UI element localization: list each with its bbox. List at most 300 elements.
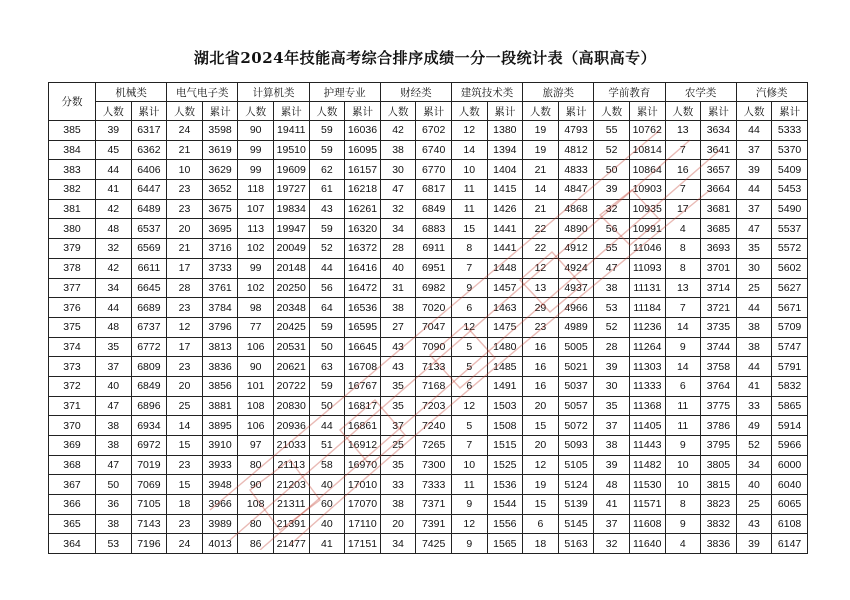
table-row (49, 180, 808, 200)
table-cell: 5627 (772, 278, 808, 298)
score-cell: 384 (49, 140, 96, 160)
table-body (49, 121, 808, 554)
table-cell: 1491 (487, 376, 523, 396)
table-cell: 38 (96, 436, 132, 456)
table-cell: 20 (167, 376, 203, 396)
category-header: 机械类 (96, 83, 167, 102)
table-cell: 5832 (772, 376, 808, 396)
table-cell: 1485 (487, 357, 523, 377)
table-cell: 11443 (629, 436, 665, 456)
table-cell: 11608 (629, 514, 665, 534)
table-cell: 19510 (273, 140, 309, 160)
table-cell: 59 (309, 219, 345, 239)
table-cell: 107 (238, 199, 274, 219)
count-subheader: 人数 (736, 102, 772, 121)
table-cell: 80 (238, 514, 274, 534)
table-cell: 16861 (345, 416, 381, 436)
table-cell: 47 (96, 455, 132, 475)
table-cell: 23 (167, 455, 203, 475)
table-cell: 52 (594, 140, 630, 160)
table-cell: 37 (594, 416, 630, 436)
table-row (49, 121, 808, 141)
table-cell: 98 (238, 298, 274, 318)
cumulative-subheader: 累计 (558, 102, 594, 121)
cumulative-subheader: 累计 (772, 102, 808, 121)
table-cell: 44 (736, 121, 772, 141)
table-cell: 6447 (131, 180, 167, 200)
table-cell: 43 (380, 337, 416, 357)
table-cell: 11 (665, 416, 701, 436)
table-cell: 3881 (202, 396, 238, 416)
table-cell: 21 (167, 140, 203, 160)
table-cell: 29 (523, 298, 559, 318)
table-cell: 7 (665, 180, 701, 200)
score-cell: 367 (49, 475, 96, 495)
table-cell: 5 (451, 337, 487, 357)
table-cell: 7168 (416, 376, 452, 396)
table-cell: 41 (96, 180, 132, 200)
table-cell: 44 (96, 160, 132, 180)
score-table (48, 82, 808, 554)
table-cell: 38 (380, 495, 416, 515)
table-cell: 37 (380, 416, 416, 436)
score-cell: 365 (49, 514, 96, 534)
score-cell: 381 (49, 199, 96, 219)
table-cell: 113 (238, 219, 274, 239)
table-cell: 7300 (416, 455, 452, 475)
table-cell: 14 (451, 140, 487, 160)
table-cell: 50 (96, 475, 132, 495)
category-header: 护理专业 (309, 83, 380, 102)
table-cell: 48 (96, 317, 132, 337)
table-cell: 7 (665, 140, 701, 160)
table-cell: 3634 (701, 121, 737, 141)
table-cell: 5572 (772, 239, 808, 259)
table-cell: 13 (665, 121, 701, 141)
score-header: 分数 (49, 83, 96, 121)
table-cell: 16645 (345, 337, 381, 357)
count-subheader: 人数 (167, 102, 203, 121)
table-cell: 4847 (558, 180, 594, 200)
table-cell: 14 (167, 416, 203, 436)
table-cell: 7105 (131, 495, 167, 515)
score-cell: 373 (49, 357, 96, 377)
table-cell: 35 (380, 396, 416, 416)
table-cell: 99 (238, 160, 274, 180)
table-cell: 20 (523, 396, 559, 416)
subheader-row (49, 102, 808, 121)
table-cell: 12 (451, 514, 487, 534)
table-cell: 11405 (629, 416, 665, 436)
table-cell: 1441 (487, 239, 523, 259)
table-cell: 101 (238, 376, 274, 396)
table-cell: 7196 (131, 534, 167, 554)
table-row (49, 140, 808, 160)
table-cell: 7425 (416, 534, 452, 554)
table-cell: 43 (380, 357, 416, 377)
table-cell: 5409 (772, 160, 808, 180)
score-cell: 379 (49, 239, 96, 259)
table-cell: 19727 (273, 180, 309, 200)
table-cell: 6 (665, 376, 701, 396)
table-cell: 6406 (131, 160, 167, 180)
table-row (49, 317, 808, 337)
table-cell: 3784 (202, 298, 238, 318)
table-cell: 21391 (273, 514, 309, 534)
table-cell: 47 (96, 396, 132, 416)
table-cell: 21 (523, 199, 559, 219)
table-cell: 6362 (131, 140, 167, 160)
cumulative-subheader: 累计 (701, 102, 737, 121)
cumulative-subheader: 累计 (131, 102, 167, 121)
table-cell: 25 (736, 495, 772, 515)
table-cell: 35 (380, 455, 416, 475)
table-cell: 7019 (131, 455, 167, 475)
table-row (49, 160, 808, 180)
table-cell: 5093 (558, 436, 594, 456)
table-cell: 3629 (202, 160, 238, 180)
table-cell: 7240 (416, 416, 452, 436)
table-cell: 17 (167, 337, 203, 357)
table-cell: 25 (167, 396, 203, 416)
table-cell: 7047 (416, 317, 452, 337)
table-row (49, 455, 808, 475)
table-cell: 11 (451, 199, 487, 219)
category-header: 电气电子类 (167, 83, 238, 102)
table-row (49, 337, 808, 357)
table-cell: 5145 (558, 514, 594, 534)
table-cell: 20936 (273, 416, 309, 436)
table-cell: 1404 (487, 160, 523, 180)
table-cell: 13 (665, 278, 701, 298)
table-cell: 6537 (131, 219, 167, 239)
page-title: 湖北省2024年技能高考综合排序成绩一分一段统计表（高职高专） (193, 49, 657, 67)
table-cell: 47 (594, 258, 630, 278)
table-cell: 3744 (701, 337, 737, 357)
category-header: 财经类 (380, 83, 451, 102)
table-cell: 21 (167, 239, 203, 259)
score-cell: 385 (49, 121, 96, 141)
table-cell: 3652 (202, 180, 238, 200)
table-cell: 35 (594, 396, 630, 416)
table-cell: 3695 (202, 219, 238, 239)
cumulative-subheader: 累计 (273, 102, 309, 121)
table-cell: 1544 (487, 495, 523, 515)
table-cell: 106 (238, 337, 274, 357)
table-cell: 23 (167, 180, 203, 200)
table-cell: 39 (594, 180, 630, 200)
table-cell: 16261 (345, 199, 381, 219)
table-cell: 16708 (345, 357, 381, 377)
table-cell: 1556 (487, 514, 523, 534)
table-cell: 106 (238, 416, 274, 436)
table-cell: 3795 (701, 436, 737, 456)
table-cell: 18 (167, 495, 203, 515)
table-cell: 47 (736, 219, 772, 239)
table-cell: 9 (451, 278, 487, 298)
table-cell: 9 (665, 337, 701, 357)
table-cell: 14 (665, 357, 701, 377)
table-cell: 11 (451, 475, 487, 495)
table-cell: 11 (665, 396, 701, 416)
score-cell: 378 (49, 258, 96, 278)
table-cell: 8 (665, 258, 701, 278)
table-cell: 38 (96, 416, 132, 436)
table-cell: 50 (309, 337, 345, 357)
table-cell: 9 (451, 495, 487, 515)
score-cell: 377 (49, 278, 96, 298)
table-cell: 17070 (345, 495, 381, 515)
table-cell: 17151 (345, 534, 381, 554)
table-cell: 3813 (202, 337, 238, 357)
table-cell: 16767 (345, 376, 381, 396)
table-cell: 4890 (558, 219, 594, 239)
table-cell: 15 (523, 495, 559, 515)
table-cell: 5914 (772, 416, 808, 436)
table-cell: 6972 (131, 436, 167, 456)
table-row (49, 298, 808, 318)
table-cell: 59 (309, 376, 345, 396)
table-cell: 1426 (487, 199, 523, 219)
table-cell: 5021 (558, 357, 594, 377)
table-cell: 32 (594, 199, 630, 219)
table-cell: 4833 (558, 160, 594, 180)
table-cell: 1503 (487, 396, 523, 416)
table-cell: 50 (594, 160, 630, 180)
table-cell: 5791 (772, 357, 808, 377)
score-cell: 370 (49, 416, 96, 436)
table-cell: 6702 (416, 121, 452, 141)
table-cell: 6 (451, 298, 487, 318)
table-cell: 1525 (487, 455, 523, 475)
table-cell: 12 (523, 258, 559, 278)
table-cell: 51 (309, 436, 345, 456)
table-cell: 30 (380, 160, 416, 180)
table-cell: 38 (96, 514, 132, 534)
table-cell: 22 (523, 239, 559, 259)
table-cell: 40 (96, 376, 132, 396)
table-cell: 50 (309, 396, 345, 416)
table-cell: 42 (96, 199, 132, 219)
table-cell: 3641 (701, 140, 737, 160)
table-cell: 6147 (772, 534, 808, 554)
count-subheader: 人数 (96, 102, 132, 121)
table-cell: 6489 (131, 199, 167, 219)
table-cell: 15 (523, 416, 559, 436)
table-cell: 5966 (772, 436, 808, 456)
table-cell: 64 (309, 298, 345, 318)
table-cell: 17010 (345, 475, 381, 495)
table-cell: 99 (238, 140, 274, 160)
table-cell: 59 (309, 121, 345, 141)
table-row (49, 534, 808, 554)
table-cell: 10 (451, 455, 487, 475)
table-cell: 52 (736, 436, 772, 456)
table-cell: 4912 (558, 239, 594, 259)
table-cell: 38 (380, 140, 416, 160)
table-cell: 52 (309, 239, 345, 259)
table-cell: 34 (380, 534, 416, 554)
count-subheader: 人数 (451, 102, 487, 121)
table-cell: 118 (238, 180, 274, 200)
table-cell: 11 (451, 180, 487, 200)
table-cell: 20722 (273, 376, 309, 396)
table-cell: 11368 (629, 396, 665, 416)
table-cell: 1536 (487, 475, 523, 495)
table-cell: 10 (665, 475, 701, 495)
table-cell: 4 (665, 219, 701, 239)
table-cell: 5602 (772, 258, 808, 278)
table-cell: 34 (736, 455, 772, 475)
category-header: 学前教育 (594, 83, 665, 102)
table-cell: 48 (96, 219, 132, 239)
table-cell: 56 (309, 278, 345, 298)
table-cell: 3657 (701, 160, 737, 180)
table-cell: 5124 (558, 475, 594, 495)
table-cell: 3764 (701, 376, 737, 396)
table-cell: 11184 (629, 298, 665, 318)
table-cell: 3721 (701, 298, 737, 318)
table-cell: 40 (380, 258, 416, 278)
table-cell: 13 (523, 278, 559, 298)
score-cell: 364 (49, 534, 96, 554)
table-cell: 37 (96, 357, 132, 377)
table-cell: 30 (594, 376, 630, 396)
table-cell: 3832 (701, 514, 737, 534)
table-row (49, 239, 808, 259)
table-cell: 35 (736, 239, 772, 259)
table-cell: 14 (523, 180, 559, 200)
table-cell: 3948 (202, 475, 238, 495)
table-cell: 6849 (416, 199, 452, 219)
table-cell: 40 (736, 475, 772, 495)
table-cell: 41 (309, 534, 345, 554)
table-cell: 33 (380, 475, 416, 495)
table-cell: 20830 (273, 396, 309, 416)
table-cell: 4937 (558, 278, 594, 298)
table-cell: 3933 (202, 455, 238, 475)
table-cell: 19 (523, 140, 559, 160)
count-subheader: 人数 (238, 102, 274, 121)
table-row (49, 376, 808, 396)
table-cell: 16416 (345, 258, 381, 278)
table-cell: 16095 (345, 140, 381, 160)
table-cell: 6689 (131, 298, 167, 318)
table-cell: 6911 (416, 239, 452, 259)
table-cell: 6569 (131, 239, 167, 259)
table-cell: 11131 (629, 278, 665, 298)
category-header: 农学类 (665, 83, 736, 102)
table-cell: 39 (594, 357, 630, 377)
cumulative-subheader: 累计 (345, 102, 381, 121)
table-cell: 22 (523, 219, 559, 239)
score-cell: 369 (49, 436, 96, 456)
table-cell: 47 (380, 180, 416, 200)
table-cell: 4989 (558, 317, 594, 337)
score-cell: 366 (49, 495, 96, 515)
table-cell: 1415 (487, 180, 523, 200)
table-cell: 7069 (131, 475, 167, 495)
table-cell: 12 (523, 455, 559, 475)
table-cell: 11264 (629, 337, 665, 357)
table-cell: 7090 (416, 337, 452, 357)
count-subheader: 人数 (309, 102, 345, 121)
table-cell: 4924 (558, 258, 594, 278)
table-cell: 5163 (558, 534, 594, 554)
table-cell: 3856 (202, 376, 238, 396)
table-cell: 10 (167, 160, 203, 180)
table-cell: 4013 (202, 534, 238, 554)
table-cell: 45 (96, 140, 132, 160)
table-cell: 5709 (772, 317, 808, 337)
table-cell: 5370 (772, 140, 808, 160)
table-cell: 21477 (273, 534, 309, 554)
table-cell: 25 (380, 436, 416, 456)
table-cell: 3685 (701, 219, 737, 239)
table-cell: 1394 (487, 140, 523, 160)
table-cell: 97 (238, 436, 274, 456)
table-cell: 42 (380, 121, 416, 141)
table-cell: 99 (238, 258, 274, 278)
table-cell: 9 (665, 436, 701, 456)
cumulative-subheader: 累计 (487, 102, 523, 121)
table-cell: 19411 (273, 121, 309, 141)
table-cell: 61 (309, 180, 345, 200)
table-cell: 39 (96, 121, 132, 141)
table-cell: 1457 (487, 278, 523, 298)
table-cell: 7371 (416, 495, 452, 515)
table-cell: 16912 (345, 436, 381, 456)
table-cell: 86 (238, 534, 274, 554)
score-cell: 374 (49, 337, 96, 357)
table-cell: 6611 (131, 258, 167, 278)
table-cell: 19 (523, 475, 559, 495)
table-cell: 7 (451, 258, 487, 278)
score-cell: 371 (49, 396, 96, 416)
score-cell: 382 (49, 180, 96, 200)
table-cell: 43 (309, 199, 345, 219)
table-cell: 55 (594, 121, 630, 141)
table-cell: 16970 (345, 455, 381, 475)
table-cell: 17110 (345, 514, 381, 534)
table-cell: 20 (523, 436, 559, 456)
table-cell: 37 (594, 514, 630, 534)
table-cell: 17 (665, 199, 701, 219)
table-cell: 20425 (273, 317, 309, 337)
table-cell: 38 (736, 337, 772, 357)
count-subheader: 人数 (594, 102, 630, 121)
table-row (49, 514, 808, 534)
table-cell: 59 (309, 317, 345, 337)
table-cell: 5453 (772, 180, 808, 200)
table-cell: 3805 (701, 455, 737, 475)
table-cell: 1515 (487, 436, 523, 456)
table-cell: 63 (309, 357, 345, 377)
table-cell: 37 (736, 140, 772, 160)
table-cell: 1463 (487, 298, 523, 318)
table-cell: 3836 (202, 357, 238, 377)
table-cell: 44 (96, 298, 132, 318)
table-cell: 28 (167, 278, 203, 298)
table-cell: 16 (523, 337, 559, 357)
table-row (49, 396, 808, 416)
table-cell: 7133 (416, 357, 452, 377)
table-cell: 6108 (772, 514, 808, 534)
table-cell: 38 (380, 298, 416, 318)
table-cell: 6883 (416, 219, 452, 239)
table-cell: 23 (167, 199, 203, 219)
table-cell: 6737 (131, 317, 167, 337)
